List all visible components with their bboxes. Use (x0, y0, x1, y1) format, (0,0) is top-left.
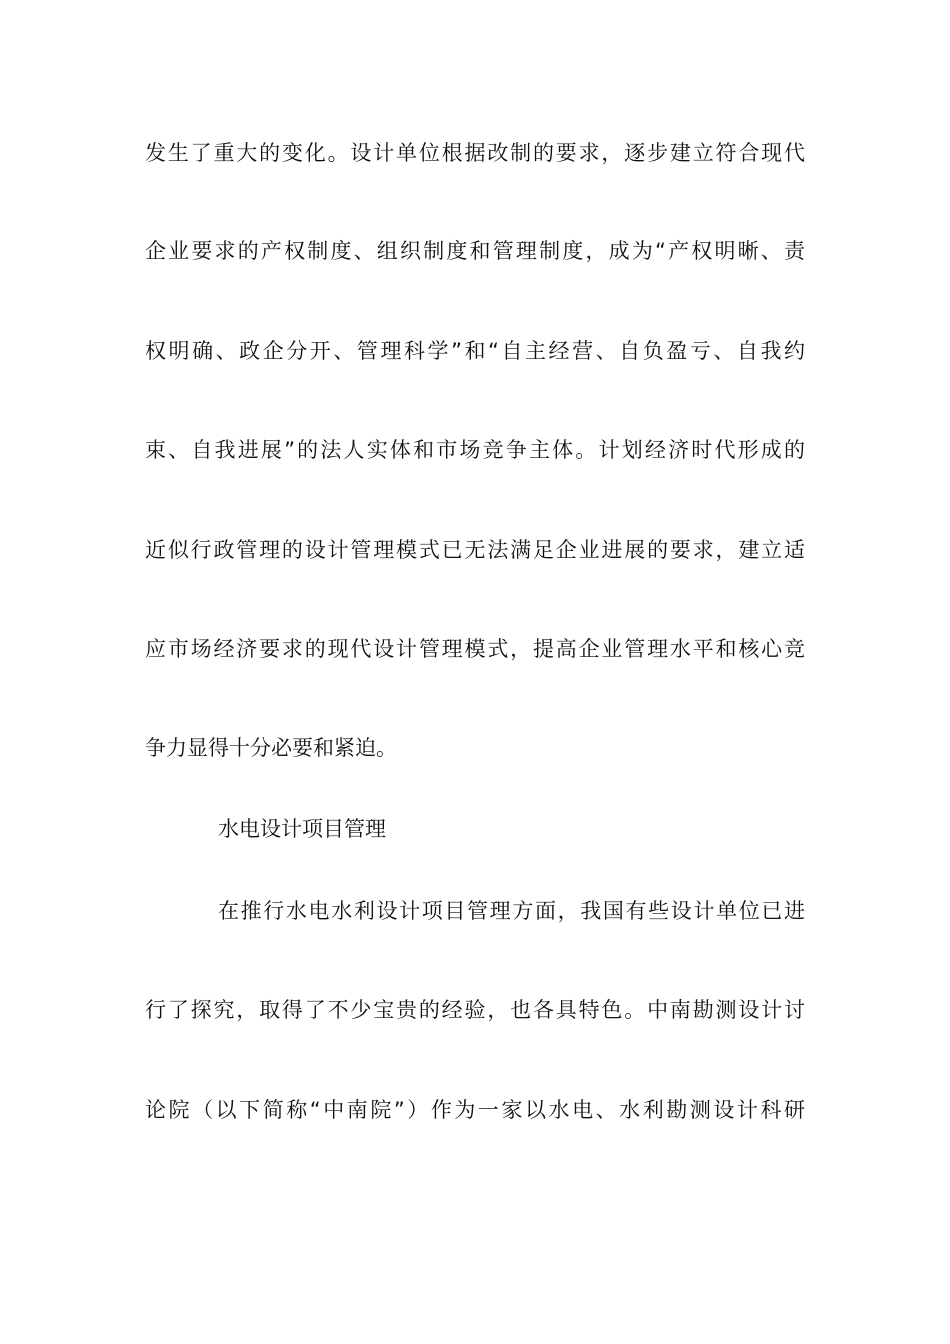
paragraph-1-line-7: 争力显得十分必要和紧迫。 (145, 736, 397, 760)
paragraph-2-line-3: 论院（以下简称“中南院”）作为一家以水电、水利勘测设计科研 (145, 1098, 805, 1122)
paragraph-2-line-2: 行了探究，取得了不少宝贵的经验，也各具特色。中南勘测设计讨 (145, 998, 805, 1022)
paragraph-1-line-5: 近似行政管理的设计管理模式已无法满足企业进展的要求，建立适 (145, 538, 805, 562)
paragraph-1-line-1: 发生了重大的变化。设计单位根据改制的要求，逐步建立符合现代 (145, 141, 805, 165)
paragraph-1-line-6: 应市场经济要求的现代设计管理模式，提高企业管理水平和核心竞 (145, 637, 805, 661)
paragraph-1-line-4: 束、自我进展”的法人实体和市场竞争主体。计划经济时代形成的 (145, 438, 805, 462)
section-heading: 水电设计项目管理 (218, 817, 386, 841)
paragraph-2-line-1: 在推行水电水利设计项目管理方面，我国有些设计单位已进 (218, 899, 805, 923)
paragraph-1-line-2: 企业要求的产权制度、组织制度和管理制度，成为“产权明晰、责 (145, 239, 805, 263)
paragraph-1-line-3: 权明确、政企分开、管理科学”和“自主经营、自负盈亏、自我约 (145, 339, 805, 363)
